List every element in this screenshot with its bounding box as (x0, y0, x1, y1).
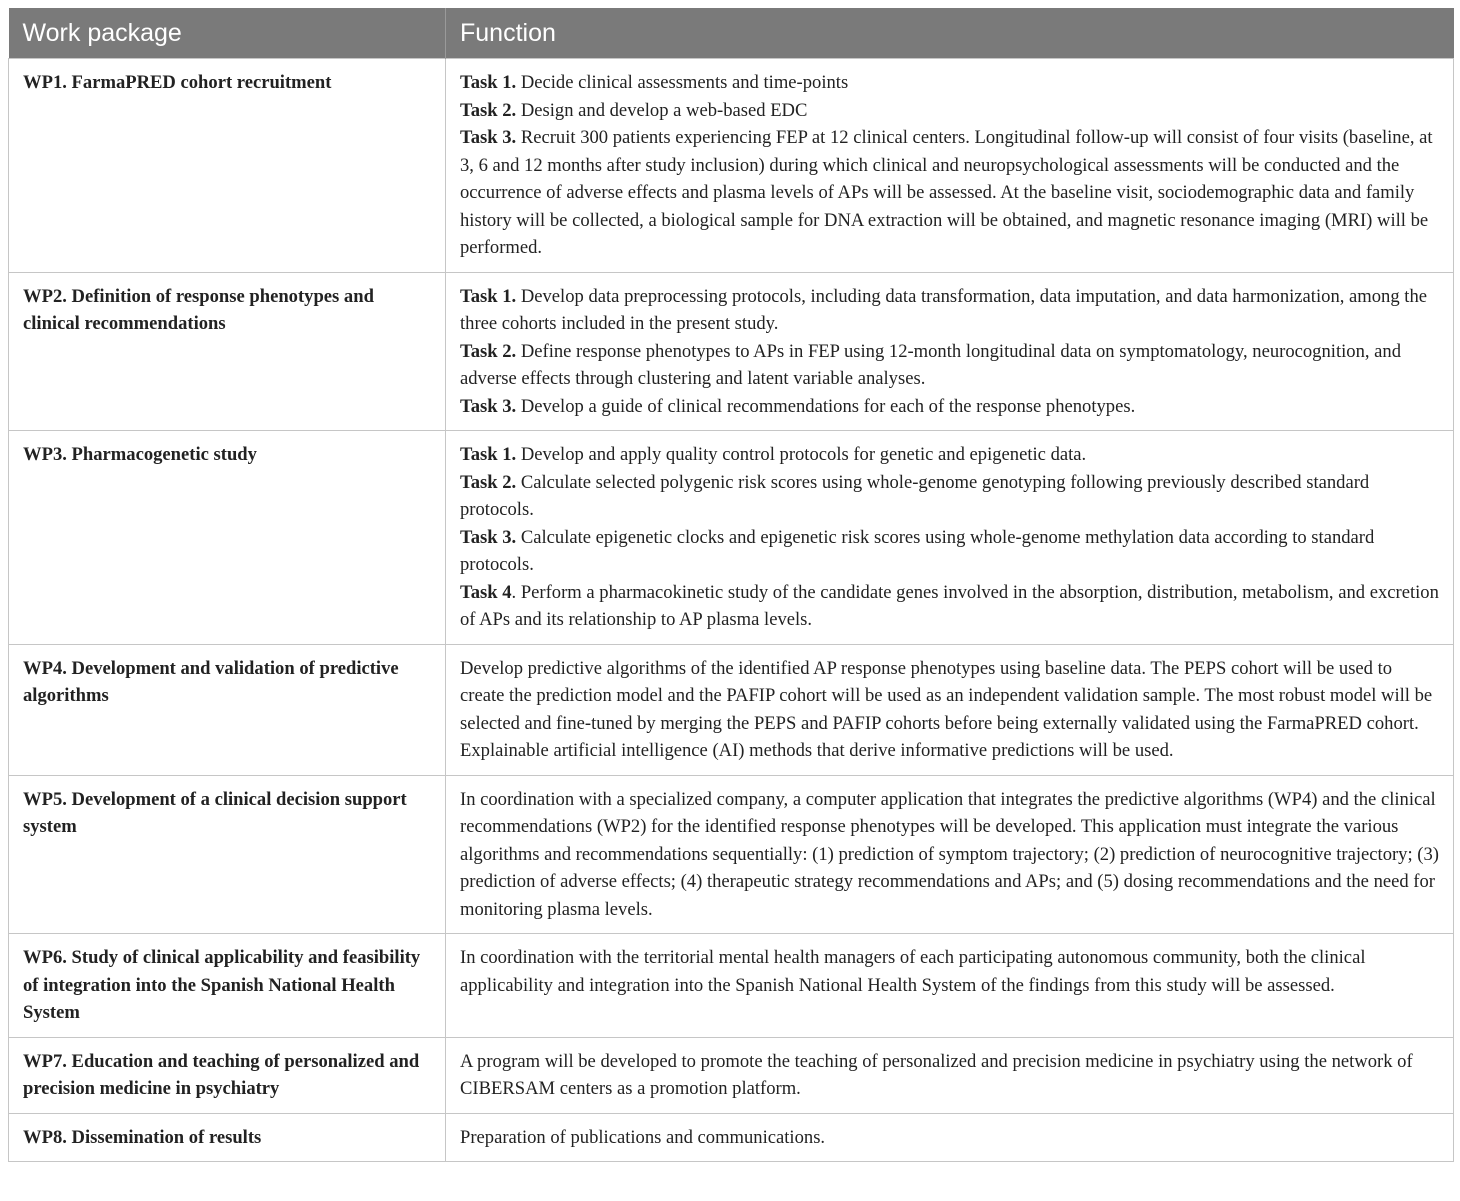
task-label: Task 2. (460, 471, 517, 493)
task-text: Recruit 300 patients experiencing FEP at 12 clinical centers. Longitudinal follow-up will consist of four visits (baseline, at 3, 6 and 12 months after study inclusion) during which clinical and neuropsychological assessments will be conducted and the occurrence of adverse effects and plasma levels of APs will be assessed. At the baseline visit, sociodemographic data and family history will be collected, a biological sample for DNA extraction will be obtained, and magnetic resonance imaging (MRI) will be performed. (460, 127, 1433, 258)
task-label: Task 3. (460, 395, 517, 417)
table-row (9, 934, 1454, 1038)
task-line (460, 338, 1439, 393)
task-line (460, 69, 1439, 97)
task-line (460, 283, 1439, 338)
task-label: Task 2. (460, 340, 517, 362)
work-package-cell: WP6. Study of clinical applicability and feasibility of integration into the Spanish National Health System (9, 934, 446, 1038)
function-cell (446, 272, 1454, 431)
task-line (460, 469, 1439, 524)
table-row (9, 775, 1454, 934)
function-cell (446, 431, 1454, 645)
task-label: Task 3. (460, 526, 517, 548)
table-row (9, 59, 1454, 273)
header-work-package: Work package (9, 8, 446, 59)
function-cell: Preparation of publications and communications. (446, 1113, 1454, 1162)
work-package-cell: WP4. Development and validation of predictive algorithms (9, 644, 446, 775)
task-label: Task 1. (460, 285, 517, 307)
task-label: Task 2. (460, 99, 517, 121)
function-cell: In coordination with the territorial mental health managers of each participating autonomous community, both the clinical applicability and integration into the Spanish National Health System of the findings from this study will be assessed. (446, 934, 1454, 1038)
task-line (460, 579, 1439, 634)
function-cell: Develop predictive algorithms of the identified AP response phenotypes using baseline data. The PEPS cohort will be used to create the prediction model and the PAFIP cohort will be used as an independent validation sample. The most robust model will be selected and fine-tuned by merging the PEPS and PAFIP cohorts before being externally validated using the FarmaPRED cohort. Explainable artificial intelligence (AI) methods that derive informative predictions will be used. (446, 644, 1454, 775)
work-package-cell: WP2. Definition of response phenotypes and clinical recommendations (9, 272, 446, 431)
task-text: Design and develop a web-based EDC (516, 99, 808, 121)
work-package-cell: WP8. Dissemination of results (9, 1113, 446, 1162)
work-package-cell: WP5. Development of a clinical decision support system (9, 775, 446, 934)
header-row (9, 8, 1454, 59)
work-package-cell: WP1. FarmaPRED cohort recruitment (9, 59, 446, 273)
task-line (460, 97, 1439, 125)
table-body (9, 59, 1454, 1162)
function-cell: A program will be developed to promote the teaching of personalized and precision medicine in psychiatry using the network of CIBERSAM centers as a promotion platform. (446, 1037, 1454, 1113)
task-label: Task 4 (460, 581, 512, 603)
task-line (460, 441, 1439, 469)
task-text: Develop a guide of clinical recommendations for each of the response phenotypes. (516, 395, 1136, 417)
header-function: Function (446, 8, 1454, 59)
task-line (460, 393, 1439, 421)
table-row (9, 1113, 1454, 1162)
task-text: Develop and apply quality control protocols for genetic and epigenetic data. (516, 444, 1087, 465)
task-label: Task 3. (460, 127, 517, 148)
work-package-cell: WP3. Pharmacogenetic study (9, 431, 446, 645)
task-text: Develop data preprocessing protocols, including data transformation, data imputation, and data harmonization, among the three cohorts included in the present study. (460, 285, 1428, 334)
task-line (460, 124, 1439, 262)
task-text: Decide clinical assessments and time-points (516, 72, 849, 93)
work-package-table-container (8, 8, 1453, 1162)
task-line (460, 524, 1439, 579)
work-package-table (8, 8, 1454, 1162)
task-text: Define response phenotypes to APs in FEP using 12-month longitudinal data on symptomatology, neurocognition, and adverse effects through clustering and latent variable analyses. (460, 340, 1402, 389)
task-label: Task 1. (460, 72, 517, 93)
task-label: Task 1. (460, 444, 517, 465)
table-header (9, 8, 1454, 59)
task-text: . Perform a pharmacokinetic study of the candidate genes involved in the absorption, distribution, metabolism, and excretion of APs and its relationship to AP plasma levels. (460, 581, 1439, 630)
table-row (9, 272, 1454, 431)
work-package-cell: WP7. Education and teaching of personalized and precision medicine in psychiatry (9, 1037, 446, 1113)
function-cell (446, 59, 1454, 273)
table-row (9, 1037, 1454, 1113)
table-row (9, 644, 1454, 775)
task-text: Calculate selected polygenic risk scores using whole-genome genotyping following previously described standard protocols. (460, 471, 1370, 520)
table-row (9, 431, 1454, 645)
task-text: Calculate epigenetic clocks and epigenetic risk scores using whole-genome methylation data according to standard protocols. (460, 526, 1375, 575)
function-cell: In coordination with a specialized company, a computer application that integrates the predictive algorithms (WP4) and the clinical recommendations (WP2) for the identified response phenotypes will be developed. This application must integrate the various algorithms and recommendations sequentially: (1) prediction of symptom trajectory; (2) prediction of neurocognitive trajectory; (3) prediction of adverse effects; (4) therapeutic strategy recommendations and APs; and (5) dosing recommendations and the need for monitoring plasma levels. (446, 775, 1454, 934)
